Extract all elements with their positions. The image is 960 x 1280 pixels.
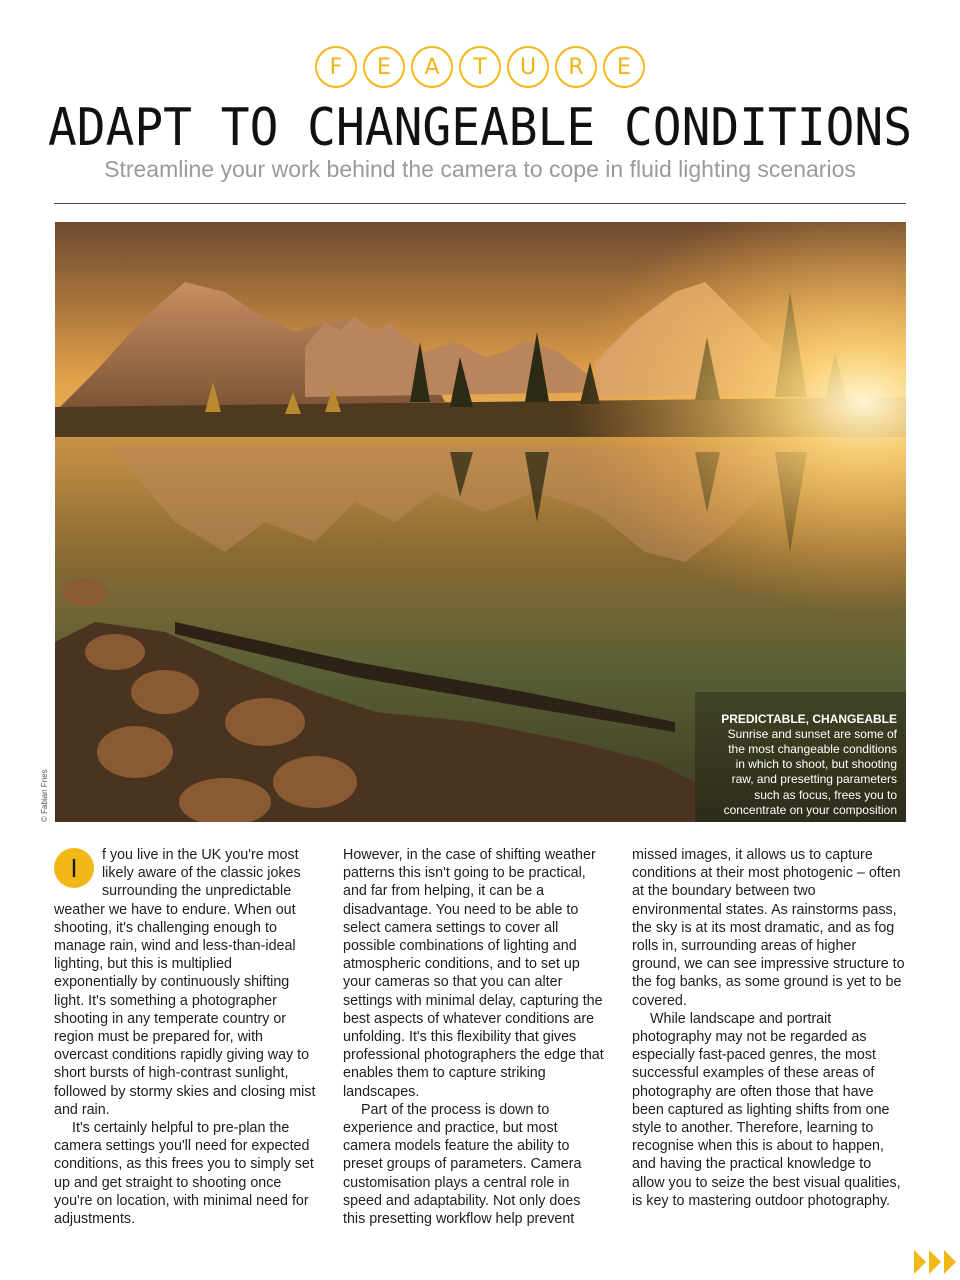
body-column-3 [632, 846, 906, 1228]
body-paragraph: It's certainly helpful to pre-plan the camera settings you'll need for expected conditions, as this frees you to simply set up and get straight to shooting once you're on location, with minimal need for adjustments. [54, 1120, 314, 1228]
lead-photo [55, 222, 906, 822]
kicker-letter: E [363, 46, 405, 88]
caption-title: PREDICTABLE, CHANGEABLE [721, 711, 897, 726]
kicker-letter: F [315, 46, 357, 88]
photo-credit: © Fabian Fries [40, 769, 49, 822]
body-column-1 [54, 846, 316, 1228]
body-paragraph: However, in the case of shifting weather patterns this isn't going to be practical, and far from helping, it can be a disadvantage. You need to be able to select camera settings to cover all possible combinations of lighting and atmospheric conditions, and to set up your cameras so that you can alter settings with minimal delay, capturing the best aspects of whatever conditions are unfolding. It's this flexibility that gives professional photographers the edge that enables them to capture striking landscapes. [343, 847, 604, 1100]
kicker-letter: T [459, 46, 501, 88]
caption-line: Sunrise and sunset are some of [727, 726, 897, 741]
feature-kicker [0, 46, 960, 88]
body-paragraph [54, 846, 316, 1119]
body-paragraph: missed images, it allows us to capture conditions at their most photogenic – often at the boundary between two environmental states. As rainstorms pass, the sky is at its most dramatic, and as fog rolls in, surrounding areas of higher ground, we can see impressive structure to the fog banks, as some ground is yet to be covered. [632, 847, 905, 1009]
body-column-2 [343, 846, 605, 1228]
kicker-letter: U [507, 46, 549, 88]
caption-line: raw, and presetting parameters [731, 772, 897, 787]
photo-caption [687, 712, 897, 818]
article-headline: ADAPT TO CHANGEABLE CONDITIONS [47, 98, 913, 158]
drop-cap: I [54, 848, 94, 888]
kicker-letter: R [555, 46, 597, 88]
article-standfirst: Streamline your work behind the camera to cope in fluid lighting scenarios [104, 156, 856, 182]
body-paragraph: While landscape and portrait photography may not be regarded as especially fast-paced genres, the most successful examples of these areas of photography are often those that have been captured as lighting shifts from one style to another. Therefore, learning to recognise when this is about to happen, and having the practical knowledge to allow you to seize the best visual qualities, is key to mastering outdoor photography. [632, 1010, 901, 1209]
paragraph-text: f you live in the UK you're most likely aware of the classic jokes surrounding the unpredictable weather we have to endure. When out shooting, it's challenging enough to manage rain, wind and less-than-ideal lighting, but this is multiplied exponentially by continuously shifting light. It's something a photographer shooting in any temperate country or region must be prepared for, with overcast conditions rapidly giving way to short bursts of high-contrast sunlight, followed by stormy skies and closing mist and rain. [54, 847, 316, 1118]
next-page-arrows-icon[interactable] [914, 1248, 960, 1276]
article-body [54, 846, 906, 1228]
header-divider [54, 203, 906, 204]
caption-line: such as focus, frees you to [754, 787, 897, 802]
caption-line: concentrate on your composition [723, 802, 897, 817]
caption-line: the most changeable conditions [728, 741, 897, 756]
caption-line: in which to shoot, but shooting [735, 757, 897, 772]
kicker-letter: A [411, 46, 453, 88]
kicker-letter: E [603, 46, 645, 88]
body-paragraph: Part of the process is down to experience and practice, but most camera models feature the ability to preset groups of parameters. Camera customisation plays a central role in speed and adaptability. Not only does this presetting workflow help prevent [343, 1101, 582, 1228]
